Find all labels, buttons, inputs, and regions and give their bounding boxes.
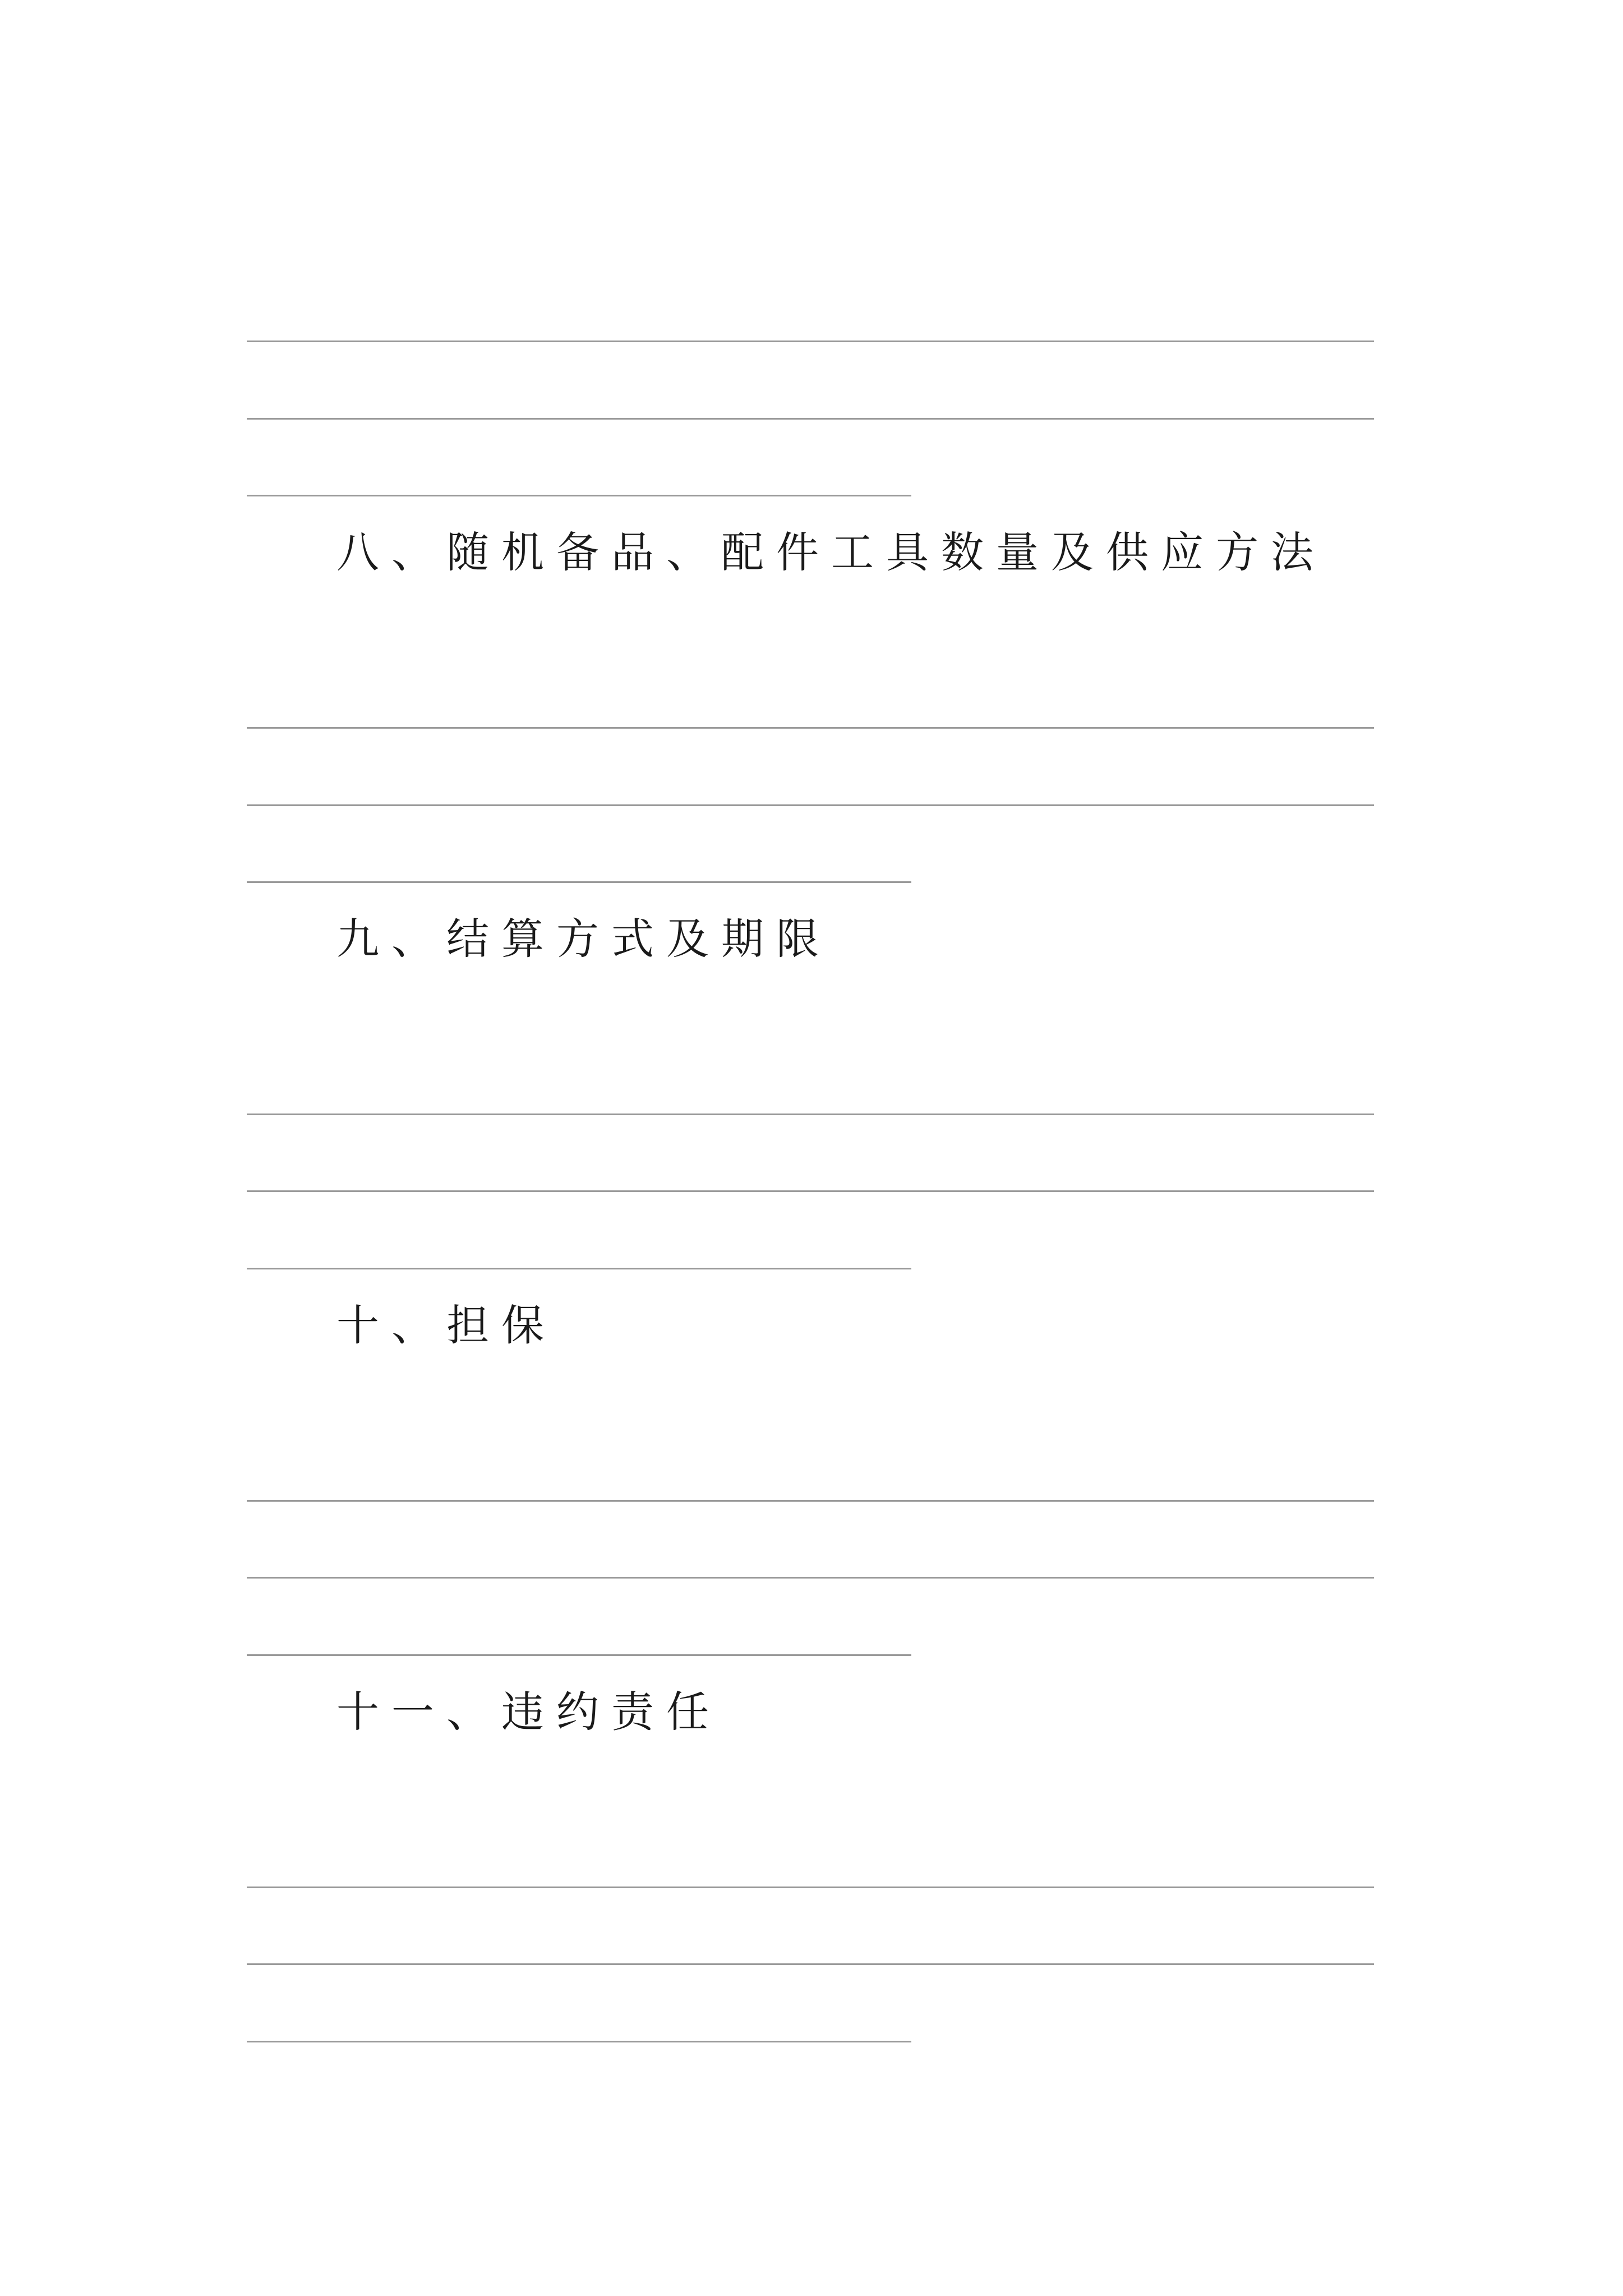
blank-line — [247, 1500, 1374, 1502]
blank-line — [247, 495, 911, 496]
section-heading-10: 十、担保 — [336, 1300, 556, 1350]
blank-line — [247, 1114, 1374, 1115]
blank-line — [247, 727, 1374, 729]
blank-line — [247, 1268, 911, 1269]
blank-line — [247, 1577, 1374, 1579]
blank-line — [247, 1963, 1374, 1965]
blank-line — [247, 1887, 1374, 1888]
section-heading-11: 十一、违约责任 — [336, 1687, 721, 1737]
blank-line — [247, 881, 911, 883]
blank-line — [247, 2041, 911, 2042]
blank-line — [247, 804, 1374, 806]
blank-line — [247, 1654, 911, 1656]
blank-line — [247, 1190, 1374, 1192]
section-heading-9: 九、结算方式及期限 — [336, 914, 831, 964]
blank-line — [247, 341, 1374, 342]
blank-line — [247, 418, 1374, 420]
section-heading-8: 八、随机备品、配件工具数量及供应方法 — [336, 527, 1326, 577]
